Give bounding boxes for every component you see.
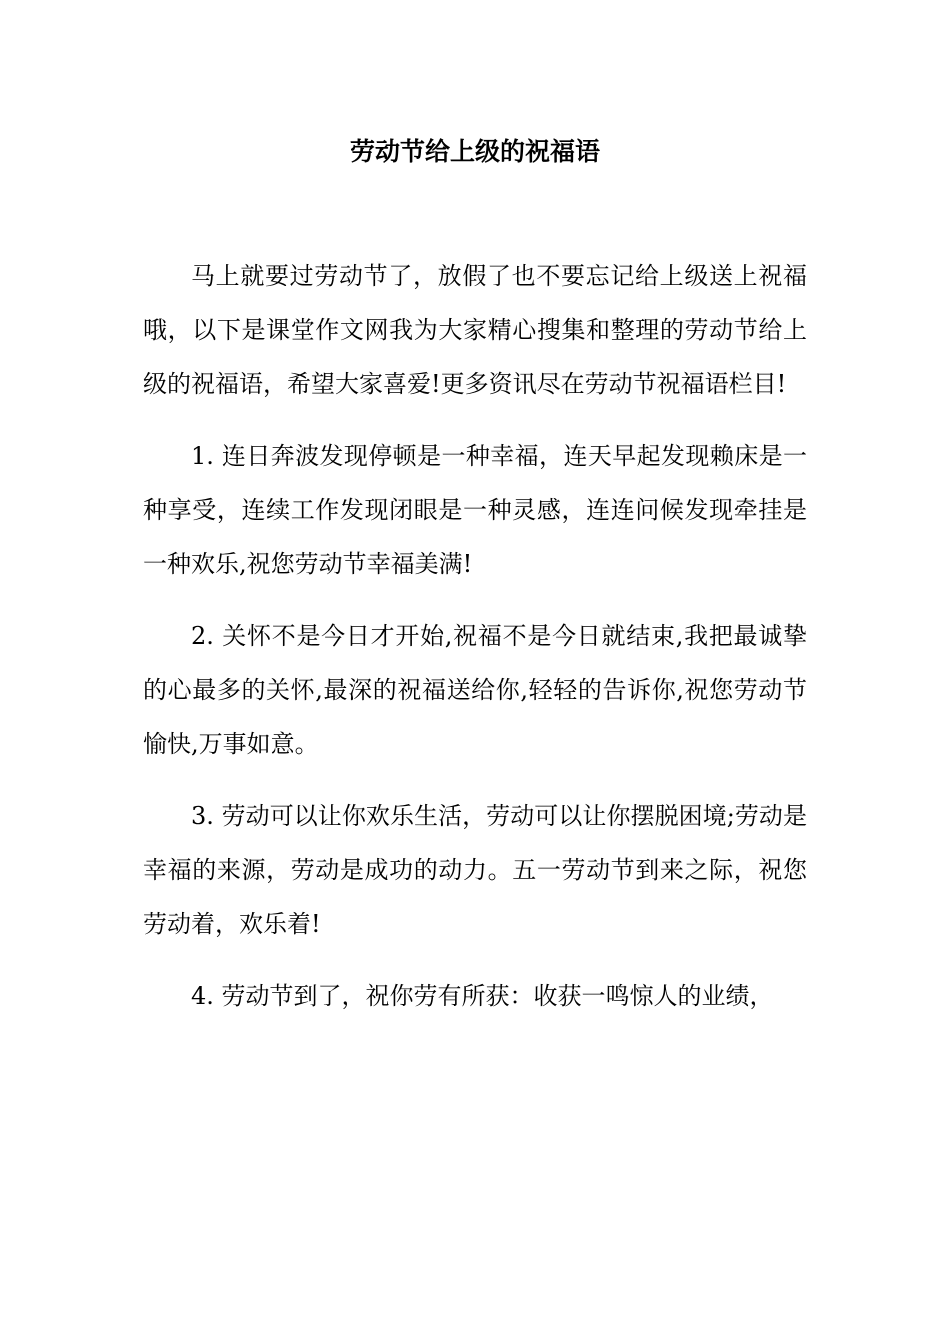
greeting-paragraph-4: 4. 劳动节到了，祝你劳有所获：收获一鸣惊人的业绩， [191,982,774,1010]
greeting-paragraph-1: 1. 连日奔波发现停顿是一种幸福，连天早起发现赖床是一种享受，连续工作发现闭眼是一种灵感，连连问候发现牵挂是一种欢乐,祝您劳动节幸福美满! [143,442,807,578]
greeting-paragraph-2: 2. 关怀不是今日才开始,祝福不是今日就结束,我把最诚挚的心最多的关怀,最深的祝福送给你,轻轻的告诉你,祝您劳动节愉快,万事如意。 [143,622,807,758]
greeting-paragraph-3: 3. 劳动可以让你欢乐生活，劳动可以让你摆脱困境;劳动是幸福的来源，劳动是成功的动力。五一劳动节到来之际，祝您劳动着，欢乐着! [143,802,807,938]
document-body [143,249,807,1041]
document-title: 劳动节给上级的祝福语 [349,137,600,166]
intro-paragraph: 马上就要过劳动节了，放假了也不要忘记给上级送上祝福哦，以下是课堂作文网我为大家精心搜集和整理的劳动节给上级的祝福语，希望大家喜爱!更多资讯尽在劳动节祝福语栏目! [143,262,807,398]
